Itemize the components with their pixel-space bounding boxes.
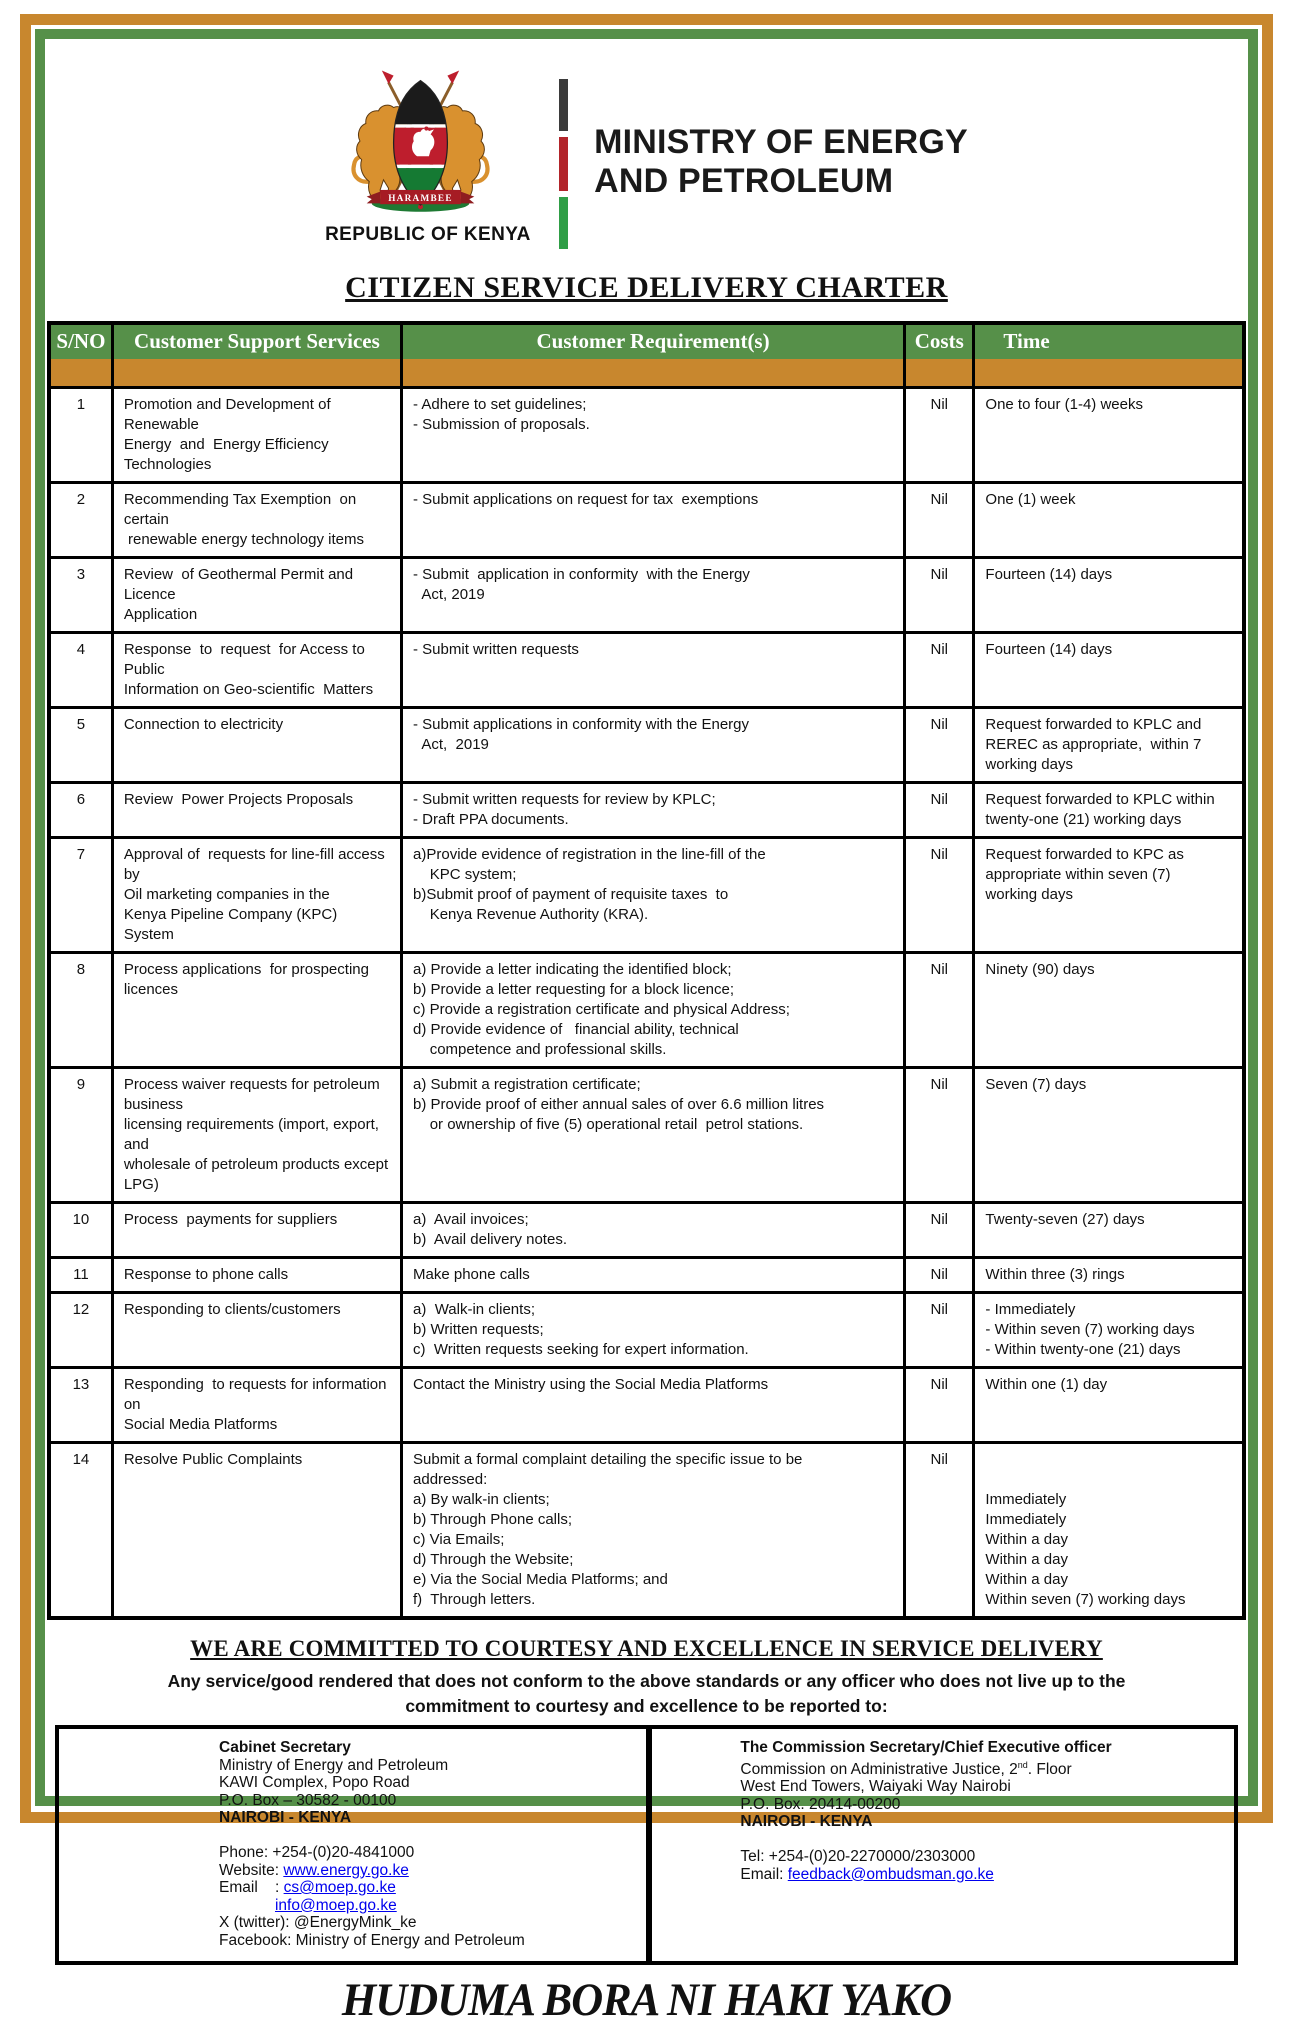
- ministry-name-line1: MINISTRY OF ENERGY: [594, 123, 968, 161]
- row-number-cell: 13: [49, 1368, 112, 1443]
- ombudsman-email-label: Email:: [740, 1865, 788, 1883]
- ministry-name: [594, 67, 968, 202]
- table-row: [49, 1258, 1244, 1293]
- row-number-cell: 10: [49, 1203, 112, 1258]
- table-row: [49, 483, 1244, 558]
- time-cell: Request forwarded to KPLC and REREC as appropriate, within 7 working days: [974, 708, 1244, 783]
- service-cell: Recommending Tax Exemption on certain renewable energy technology items: [112, 483, 401, 558]
- costs-cell: Nil: [905, 1258, 974, 1293]
- contact-line: NAIROBI - KENYA: [219, 1809, 352, 1826]
- contact-line: [219, 1827, 638, 1845]
- commitment-note: [47, 1669, 1246, 1719]
- time-cell: One (1) week: [974, 483, 1244, 558]
- time-cell: Request forwarded to KPLC within twenty-one (21) working days: [974, 783, 1244, 838]
- service-cell: Resolve Public Complaints: [112, 1443, 401, 1619]
- contact-line: West End Towers, Waiyaki Way Nairobi: [740, 1778, 1011, 1796]
- requirements-cell: - Submit applications in conformity with the Energy Act, 2019: [402, 708, 905, 783]
- slogan: HUDUMA BORA NI HAKI YAKO: [341, 1974, 952, 2026]
- commission-address: Commission on Administrative Justice, 2nd. Floor: [740, 1759, 1072, 1778]
- row-number-cell: 6: [49, 783, 112, 838]
- costs-cell: Nil: [905, 783, 974, 838]
- contact-column-cabinet-secretary: [59, 1729, 652, 1961]
- row-number-cell: 12: [49, 1293, 112, 1368]
- column-header-customer-support-services: Customer Support Services: [112, 323, 401, 388]
- tricolor-green-segment: [559, 197, 568, 249]
- commitment-note-line1: Any service/good rendered that does not conform to the above standards or any officer who does not live up to the: [167, 1671, 1126, 1691]
- table-row: [49, 388, 1244, 483]
- tricolor-black-segment: [559, 79, 568, 131]
- table-row: [49, 953, 1244, 1068]
- page-title: CITIZEN SERVICE DELIVERY CHARTER: [345, 271, 948, 304]
- table-row: [49, 708, 1244, 783]
- row-number-cell: 8: [49, 953, 112, 1068]
- time-cell: Fourteen (14) days: [974, 633, 1244, 708]
- republic-of-kenya-caption: REPUBLIC OF KENYA: [325, 224, 531, 245]
- costs-cell: Nil: [905, 483, 974, 558]
- requirements-cell: - Submit application in conformity with the Energy Act, 2019: [402, 558, 905, 633]
- email-info-link[interactable]: info@moep.go.ke: [274, 1896, 397, 1914]
- row-number-cell: 3: [49, 558, 112, 633]
- requirements-cell: a) Submit a registration certificate; b) Provide proof of either annual sales of over 6.6 million litres or ownership of five (5) operational retail petrol stations.: [402, 1068, 905, 1203]
- row-number-cell: 2: [49, 483, 112, 558]
- costs-cell: Nil: [905, 388, 974, 483]
- service-cell: Review Power Projects Proposals: [112, 783, 401, 838]
- commission-secretary-title: The Commission Secretary/Chief Executive officer: [740, 1739, 1112, 1756]
- ombudsman-email-link[interactable]: feedback@ombudsman.go.ke: [787, 1865, 994, 1883]
- service-cell: Process waiver requests for petroleum business licensing requirements (import, export, and wholesale of petroleum products except LPG): [112, 1068, 401, 1203]
- tel-line: Tel: +254-(0)20-2270000/2303000: [740, 1848, 976, 1866]
- time-cell: - Immediately - Within seven (7) working days - Within twenty-one (21) days: [974, 1293, 1244, 1368]
- service-cell: Promotion and Development of Renewable Energy and Energy Efficiency Technologies: [112, 388, 401, 483]
- time-cell: Immediately Immediately Within a day Within a day Within a day Within seven (7) working days: [974, 1443, 1244, 1619]
- website: [219, 1862, 638, 1880]
- row-number-cell: 5: [49, 708, 112, 783]
- charter-table-header-row: [49, 323, 1244, 388]
- charter-table-body: [49, 388, 1244, 1619]
- email-cs-link[interactable]: cs@moep.go.ke: [283, 1879, 396, 1896]
- contact-column-commission-secretary: [652, 1729, 1234, 1961]
- requirements-cell: Contact the Ministry using the Social Media Platforms: [402, 1368, 905, 1443]
- website-label: Website:: [219, 1861, 284, 1879]
- service-cell: Process payments for suppliers: [112, 1203, 401, 1258]
- row-number-cell: 14: [49, 1443, 112, 1619]
- requirements-cell: a) Walk-in clients; b) Written requests; c) Written requests seeking for expert information.: [402, 1293, 905, 1368]
- row-number-cell: 1: [49, 388, 112, 483]
- costs-cell: Nil: [905, 838, 974, 953]
- costs-cell: Nil: [905, 953, 974, 1068]
- tricolor-bar: [559, 79, 568, 249]
- service-cell: Responding to requests for information on Social Media Platforms: [112, 1368, 401, 1443]
- contact-line: KAWI Complex, Popo Road: [219, 1774, 410, 1791]
- table-row: [49, 558, 1244, 633]
- charter-table: [47, 321, 1246, 1620]
- requirements-cell: a) Provide a letter indicating the identified block; b) Provide a letter requesting for a block licence; c) Provide a registration certificate and physical Address; d) Provide evidence of financial ability, technical competence and professional skills.: [402, 953, 905, 1068]
- costs-cell: Nil: [905, 1443, 974, 1619]
- ministry-name-line2: AND PETROLEUM: [594, 162, 894, 201]
- tricolor-red-segment: [559, 137, 568, 191]
- phone-line: Phone: +254-(0)20-4841000: [219, 1844, 415, 1861]
- time-cell: Request forwarded to KPC as appropriate within seven (7) working days: [974, 838, 1244, 953]
- requirements-cell: a)Provide evidence of registration in the line-fill of the KPC system; b)Submit proof of payment of requisite taxes to Kenya Revenue Authority (KRA).: [402, 838, 905, 953]
- twitter-line: X (twitter): @EnergyMink_ke: [219, 1914, 417, 1931]
- requirements-cell: Submit a formal complaint detailing the specific issue to be addressed: a) By walk-in clients; b) Through Phone calls; c) Via Emails; d) Through the Website; e) Via the Social Media Platforms; and f) Through letters.: [402, 1443, 905, 1619]
- contact-line: P.O. Box. 20414-00200: [740, 1795, 901, 1813]
- costs-cell: Nil: [905, 1068, 974, 1203]
- costs-cell: Nil: [905, 1368, 974, 1443]
- costs-cell: Nil: [905, 633, 974, 708]
- time-cell: Twenty-seven (27) days: [974, 1203, 1244, 1258]
- table-row: [49, 633, 1244, 708]
- time-cell: Within three (3) rings: [974, 1258, 1244, 1293]
- requirements-cell: - Submit applications on request for tax exemptions: [402, 483, 905, 558]
- requirements-cell: - Submit written requests for review by KPLC; - Draft PPA documents.: [402, 783, 905, 838]
- table-row: [49, 838, 1244, 953]
- service-cell: Response to request for Access to Public Information on Geo-scientific Matters: [112, 633, 401, 708]
- row-number-cell: 7: [49, 838, 112, 953]
- costs-cell: Nil: [905, 558, 974, 633]
- service-cell: Connection to electricity: [112, 708, 401, 783]
- contact-box: [55, 1725, 1238, 1965]
- requirements-cell: Make phone calls: [402, 1258, 905, 1293]
- cabinet-secretary-title: Cabinet Secretary: [219, 1739, 351, 1756]
- table-row: [49, 1068, 1244, 1203]
- column-header-time: Time: [974, 323, 1244, 388]
- requirements-cell: - Submit written requests: [402, 633, 905, 708]
- row-number-cell: 11: [49, 1258, 112, 1293]
- time-cell: One to four (1-4) weeks: [974, 388, 1244, 483]
- facebook-line: Facebook: Ministry of Energy and Petroleum: [219, 1931, 525, 1949]
- service-cell: Response to phone calls: [112, 1258, 401, 1293]
- commitment-heading: WE ARE COMMITTED TO COURTESY AND EXCELLENCE IN SERVICE DELIVERY: [190, 1636, 1103, 1661]
- costs-cell: Nil: [905, 1293, 974, 1368]
- time-cell: Seven (7) days: [974, 1068, 1244, 1203]
- contact-line: [740, 1831, 1226, 1849]
- page-content: [47, 47, 1246, 2026]
- masthead: [47, 67, 1246, 249]
- table-row: [49, 1368, 1244, 1443]
- costs-cell: Nil: [905, 1203, 974, 1258]
- column-header-costs: Costs: [905, 323, 974, 388]
- requirements-cell: - Adhere to set guidelines; - Submission of proposals.: [402, 388, 905, 483]
- coat-of-arms-block: [325, 67, 531, 246]
- time-cell: Ninety (90) days: [974, 953, 1244, 1068]
- harambee-banner-text: HARAMBEE: [387, 193, 453, 204]
- service-cell: Approval of requests for line-fill access by Oil marketing companies in the Kenya Pipeline Company (KPC) System: [112, 838, 401, 953]
- email-cs: [219, 1879, 638, 1897]
- email-info-label: [219, 1897, 275, 1914]
- ombudsman-email: [740, 1866, 1226, 1884]
- commitment-note-line2: commitment to courtesy and excellence to be reported to:: [405, 1696, 888, 1716]
- kenya-coat-of-arms-icon: [328, 67, 513, 217]
- column-header-s-no: S/NO: [49, 323, 112, 388]
- column-header-customer-requirement-s: Customer Requirement(s): [402, 323, 905, 388]
- table-row: [49, 1443, 1244, 1619]
- service-cell: Responding to clients/customers: [112, 1293, 401, 1368]
- email-cs-label: Email :: [219, 1879, 284, 1896]
- time-cell: Fourteen (14) days: [974, 558, 1244, 633]
- service-cell: Process applications for prospecting licences: [112, 953, 401, 1068]
- table-row: [49, 1203, 1244, 1258]
- contact-line: NAIROBI - KENYA: [740, 1813, 873, 1831]
- website-link[interactable]: www.energy.go.ke: [283, 1861, 409, 1879]
- email-info: [219, 1897, 638, 1915]
- contact-line: P.O. Box – 30582 - 00100: [219, 1791, 397, 1809]
- costs-cell: Nil: [905, 708, 974, 783]
- row-number-cell: 4: [49, 633, 112, 708]
- requirements-cell: a) Avail invoices; b) Avail delivery notes.: [402, 1203, 905, 1258]
- contact-line: Ministry of Energy and Petroleum: [219, 1756, 449, 1774]
- service-cell: Review of Geothermal Permit and Licence Application: [112, 558, 401, 633]
- table-row: [49, 1293, 1244, 1368]
- time-cell: Within one (1) day: [974, 1368, 1244, 1443]
- row-number-cell: 9: [49, 1068, 112, 1203]
- table-row: [49, 783, 1244, 838]
